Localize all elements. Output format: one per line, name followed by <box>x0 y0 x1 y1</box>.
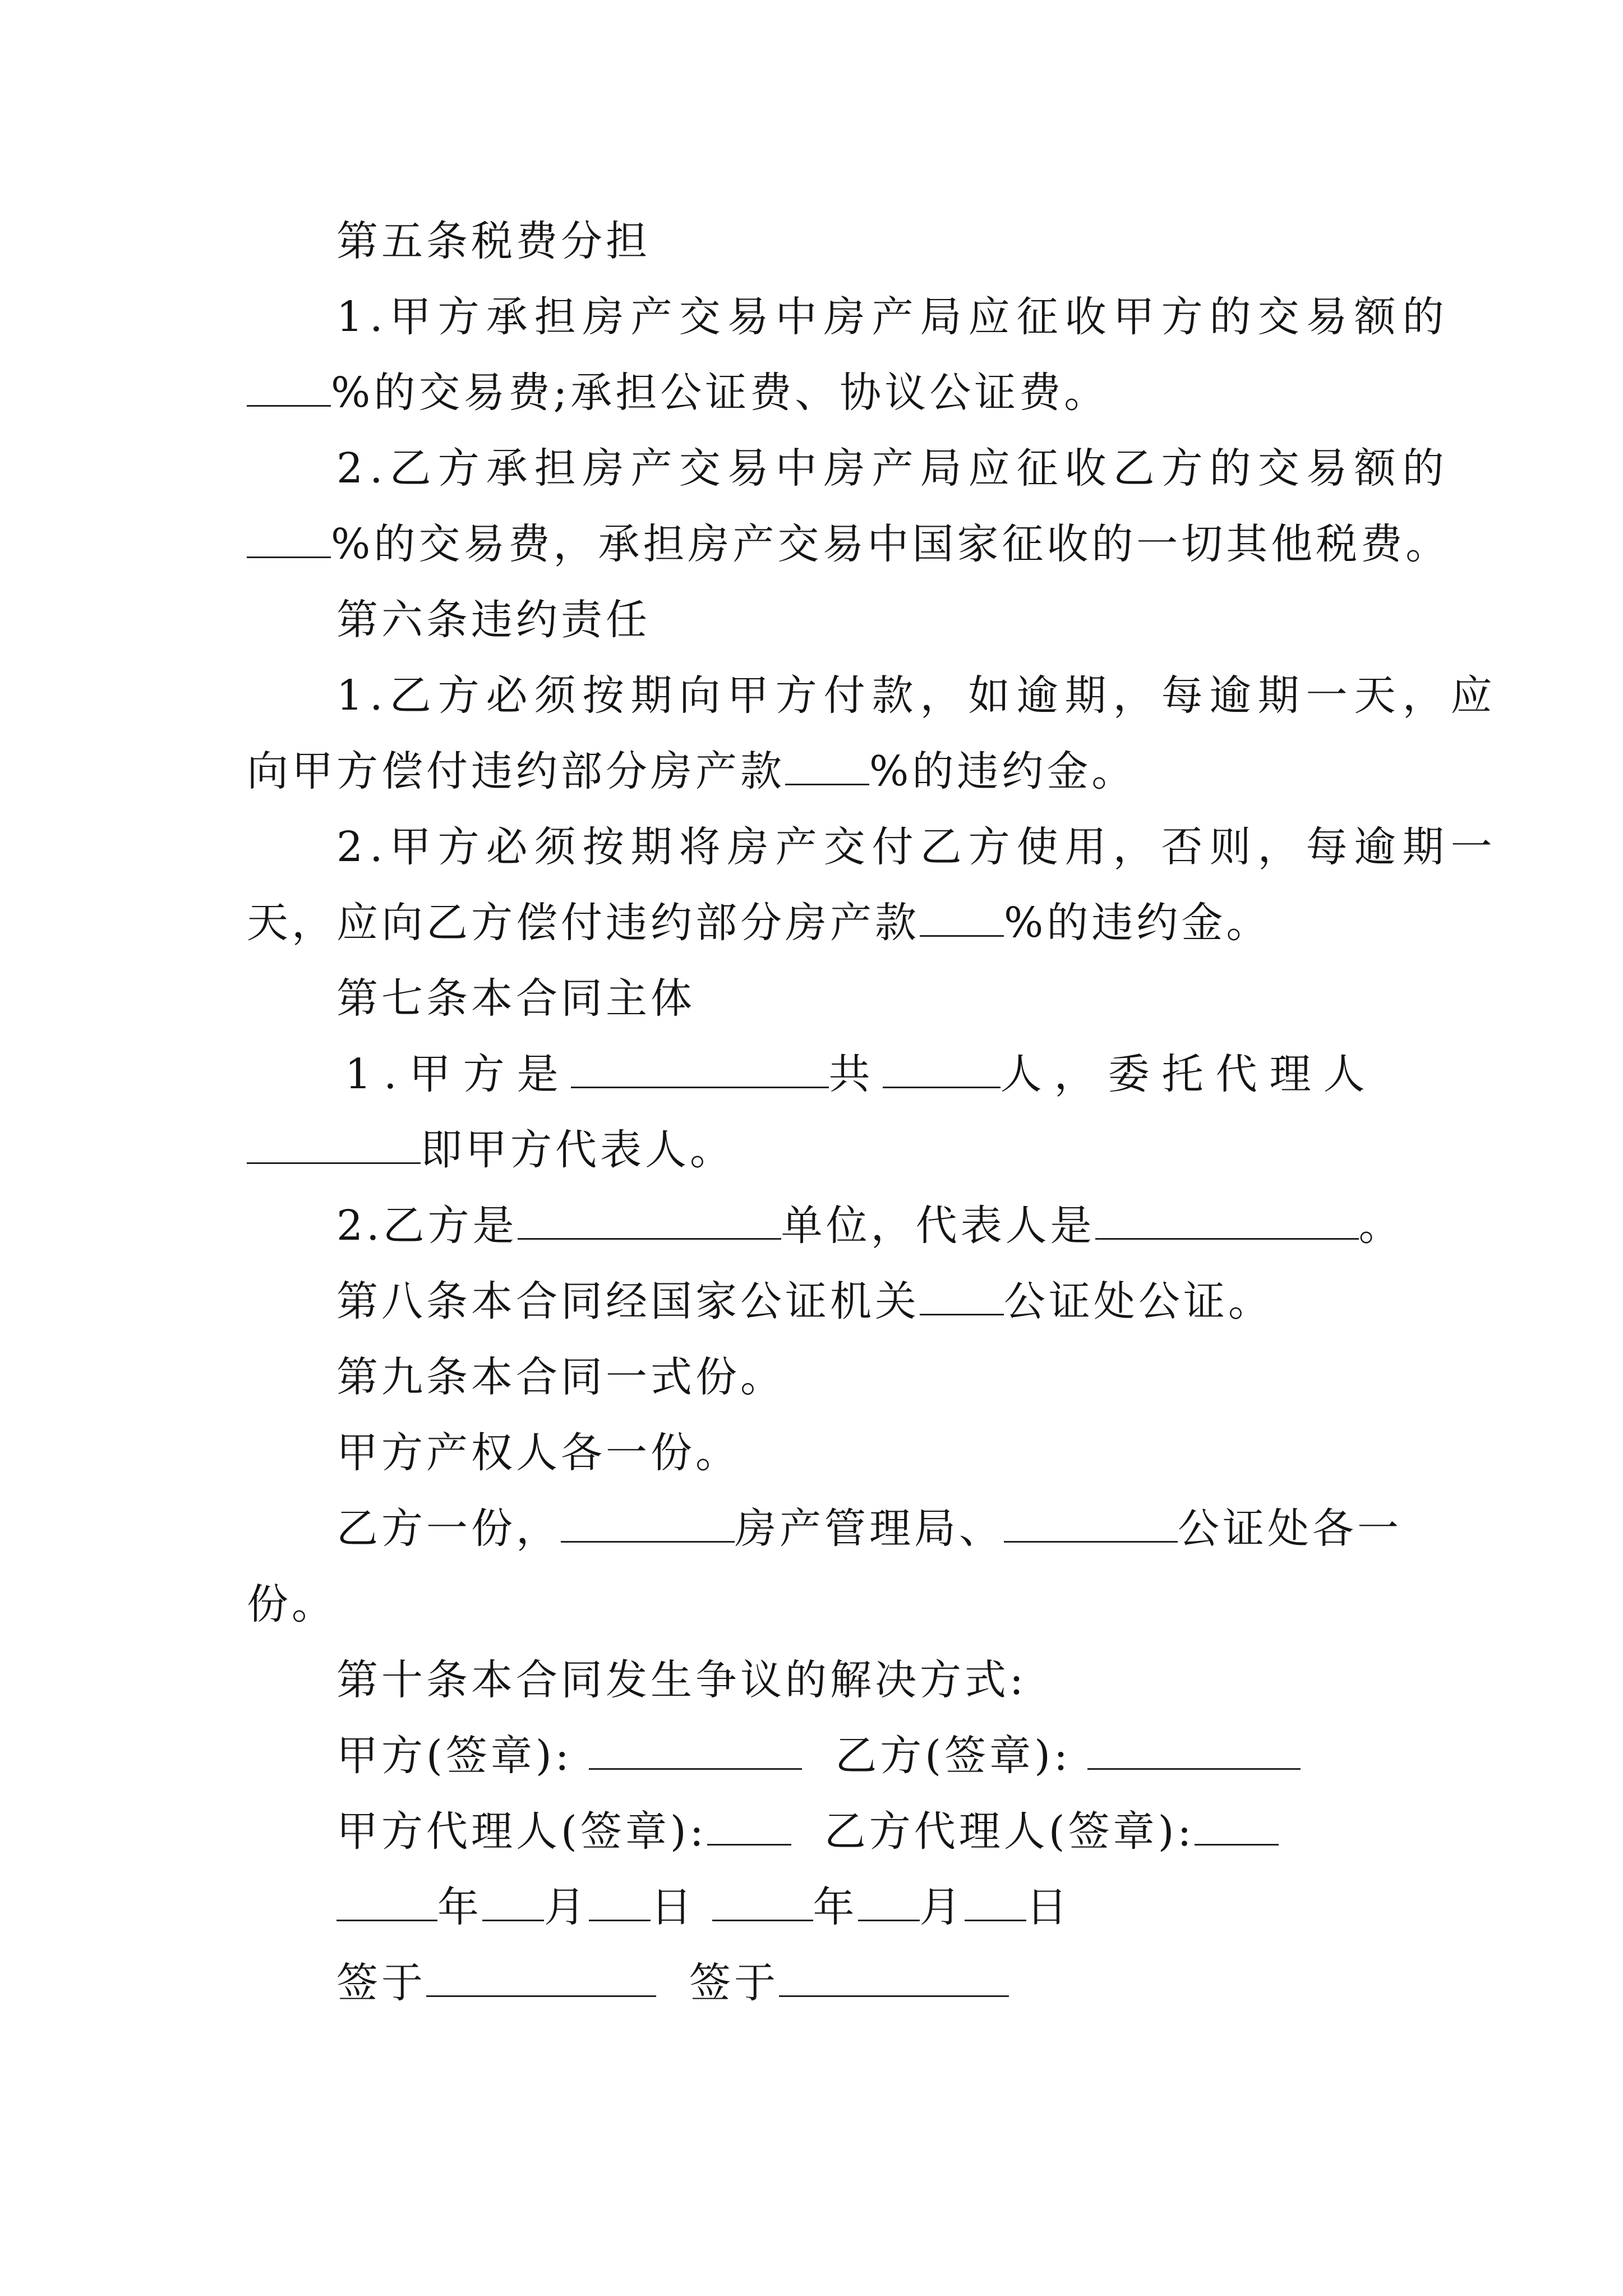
year-field[interactable] <box>336 1886 437 1921</box>
blank-field[interactable] <box>247 1129 421 1164</box>
blank-field[interactable] <box>1095 1204 1359 1240</box>
article6-item2-line2: 天，应向乙方偿付违约部分房产款 %的违约金。 <box>247 899 1271 947</box>
blank-field[interactable] <box>920 901 1004 937</box>
blank-field[interactable] <box>561 1507 735 1543</box>
month-field[interactable] <box>858 1886 920 1921</box>
article9-line3: 乙方一份， 房产管理局、 公证处各一 <box>336 1504 1402 1553</box>
article7-title: 第七条本合同主体 <box>336 974 695 1023</box>
article6-item1-line2: 向甲方偿付违约部分房产款 %的违约金。 <box>247 747 1137 795</box>
article8: 第八条本合同经国家公证机关 公证处公证。 <box>336 1277 1273 1326</box>
day-field[interactable] <box>965 1886 1026 1921</box>
signed-at-field[interactable] <box>779 1962 1009 1997</box>
blank-field[interactable] <box>785 750 869 785</box>
signature-agent-row: 甲方代理人(签章): 乙方代理人(签章): <box>336 1803 1402 1860</box>
article6-item1-line1: 1.乙方必须按期向甲方付款，如逾期，每逾期一天，应 <box>336 671 1499 720</box>
article5-item2-line2: %的交易费，承担房产交易中国家征收的一切其他税费。 <box>247 516 1396 572</box>
article5-item1-line2: %的交易费;承担公证费、协议公证费。 <box>247 365 1396 421</box>
blank-field[interactable] <box>883 1053 1000 1088</box>
agent-b-signature-field[interactable] <box>1195 1810 1279 1846</box>
signature-party-row: 甲方(签章): 乙方(签章): <box>336 1728 1402 1784</box>
party-a-signature-field[interactable] <box>589 1734 802 1770</box>
article7-item1-line1: 1.甲方是 共 人，委托代理人 <box>345 1050 1377 1098</box>
article7-item2: 2.乙方是 单位，代表人是 。 <box>336 1202 1404 1250</box>
article6-title: 第六条违约责任 <box>336 596 651 644</box>
article6-item2-line1: 2.甲方必须按期将房产交付乙方使用，否则，每逾期一 <box>336 823 1499 871</box>
party-b-signature-field[interactable] <box>1087 1734 1301 1770</box>
blank-field[interactable] <box>247 371 331 407</box>
article5-item1-line1: 1.甲方承担房产交易中房产局应征收甲方的交易额的 <box>336 293 1451 341</box>
signature-date-row: 年 月 日 年 月 日 <box>336 1879 1402 1935</box>
article9-title: 第九条本合同一式份。 <box>336 1353 785 1401</box>
blank-field[interactable] <box>518 1204 781 1240</box>
agent-a-signature-field[interactable] <box>707 1810 791 1846</box>
article9-line2: 甲方产权人各一份。 <box>336 1429 740 1477</box>
article5-item2-line1: 2.乙方承担房产交易中房产局应征收乙方的交易额的 <box>336 444 1451 493</box>
signed-at-row: 签于 签于 <box>336 1955 1402 2011</box>
blank-field[interactable] <box>571 1053 829 1088</box>
article7-item1-line2: 即甲方代表人。 <box>247 1122 1396 1178</box>
article9-line4: 份。 <box>247 1580 336 1628</box>
day-field[interactable] <box>589 1886 651 1921</box>
month-field[interactable] <box>482 1886 544 1921</box>
blank-field[interactable] <box>1004 1507 1178 1543</box>
blank-field[interactable] <box>920 1280 1004 1315</box>
blank-field[interactable] <box>247 523 331 558</box>
article10-title: 第十条本合同发生争议的解决方式: <box>336 1656 1027 1704</box>
year-field[interactable] <box>712 1886 813 1921</box>
signed-at-field[interactable] <box>426 1962 656 1997</box>
article5-title: 第五条税费分担 <box>336 217 651 265</box>
